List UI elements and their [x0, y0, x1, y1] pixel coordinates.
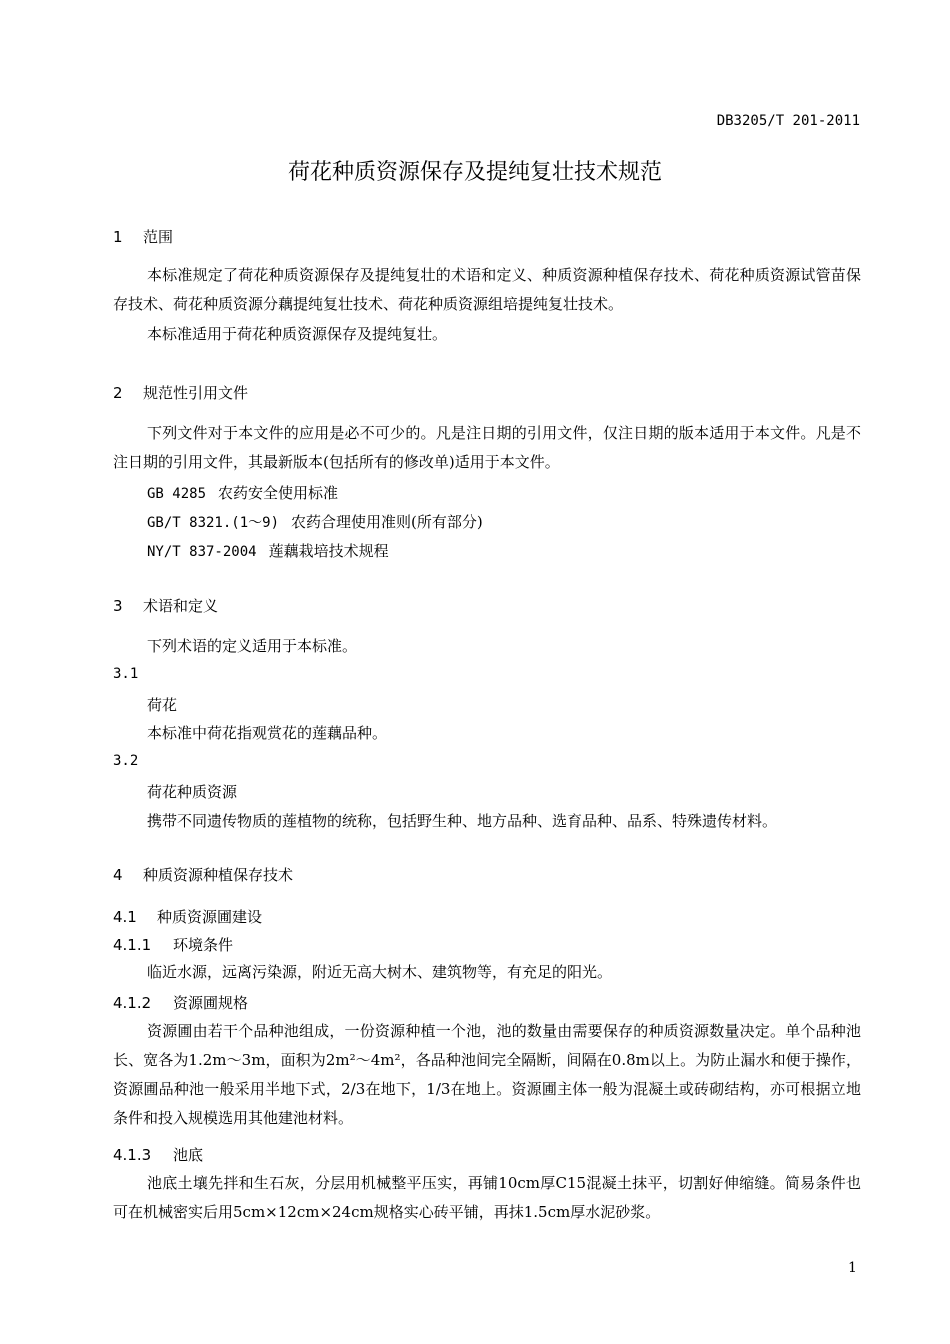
subsection-title: 种质资源圃建设 [157, 908, 263, 926]
term-number: 3.1 [113, 666, 139, 682]
term-definition: 本标准中荷花指观赏花的莲藕品种。 [147, 724, 388, 742]
reference-code: NY/T 837-2004 [147, 544, 257, 560]
subsection-title: 池底 [173, 1146, 204, 1164]
document-code: DB3205/T 201-2011 [716, 113, 860, 129]
subsection-number: 4.1.1 [113, 936, 152, 954]
section-number: 4 [113, 866, 123, 884]
subsection-4-1-2-paragraph: 资源圃由若干个品种池组成，一份资源种植一个池，池的数量由需要保存的种质资源数量决定。单个品种池长、宽各为1.2m～3m，面积为2m²～4m²，各品种池间完全隔断，间隔在0.8m以上。为防止漏水和便于操作，资源圃品种池一般采用半地下式，2/3在地下，1/3在地上。资源圃主体一般为混凝土或砖砌结构，亦可根据立地条件和投入规模选用其他建池材料。 [113, 1022, 861, 1127]
reference-item [147, 540, 389, 561]
section-title: 种质资源种植保存技术 [143, 866, 294, 884]
reference-code: GB 4285 [147, 486, 207, 502]
subsection-4-1-1-paragraph: 临近水源，远离污染源，附近无高大树木、建筑物等，有充足的阳光。 [147, 963, 613, 981]
section-3-paragraph-1: 下列术语的定义适用于本标准。 [147, 637, 358, 655]
term-name: 荷花种质资源 [147, 783, 238, 801]
subsection-4-1-3-paragraph: 池底土壤先拌和生石灰，分层用机械整平压实，再铺10cm厚C15混凝土抹平，切割好伸缩缝。简易条件也可在机械密实后用5cm×12cm×24cm规格实心砖平铺，再抹1.5cm厚水泥砂浆。 [113, 1174, 861, 1221]
reference-code: GB/T 8321.(1～9) [147, 515, 280, 531]
reference-name: 农药合理使用准则(所有部分) [291, 513, 483, 531]
reference-name: 农药安全使用标准 [218, 484, 339, 502]
subsection-title: 环境条件 [173, 936, 234, 954]
section-number: 3 [113, 597, 123, 615]
section-2-heading [113, 382, 248, 403]
document-title: 荷花种质资源保存及提纯复壮技术规范 [287, 160, 662, 185]
reference-item [147, 511, 483, 532]
page-number: 1 [848, 1260, 857, 1276]
subsection-4-1-1-heading [113, 934, 233, 955]
section-4-heading [113, 864, 293, 885]
subsection-title: 资源圃规格 [173, 994, 249, 1012]
term-number: 3.2 [113, 753, 139, 769]
term-definition: 携带不同遗传物质的莲植物的统称，包括野生种、地方品种、选育品种、品系、特殊遗传材料。 [147, 812, 778, 830]
section-title: 规范性引用文件 [143, 384, 249, 402]
section-1-heading [113, 226, 173, 247]
section-title: 术语和定义 [143, 597, 219, 615]
section-title: 范围 [143, 228, 174, 246]
reference-name: 莲藕栽培技术规程 [268, 542, 389, 560]
section-number: 2 [113, 384, 123, 402]
section-number: 1 [113, 228, 123, 246]
subsection-4-1-3-heading [113, 1144, 203, 1165]
section-2-paragraph-1: 下列文件对于本文件的应用是必不可少的。凡是注日期的引用文件，仅注日期的版本适用于本文件。凡是不注日期的引用文件，其最新版本(包括所有的修改单)适用于本文件。 [113, 424, 861, 471]
subsection-number: 4.1 [113, 908, 137, 926]
reference-item [147, 482, 338, 503]
term-name: 荷花 [147, 696, 178, 714]
subsection-number: 4.1.2 [113, 994, 152, 1012]
section-1-paragraph-1: 本标准规定了荷花种质资源保存及提纯复壮的术语和定义、种质资源种植保存技术、荷花种质资源试管苗保存技术、荷花种质资源分藕提纯复壮技术、荷花种质资源组培提纯复壮技术。 [113, 266, 861, 313]
subsection-number: 4.1.3 [113, 1146, 152, 1164]
section-3-heading [113, 595, 218, 616]
subsection-4-1-heading [113, 906, 262, 927]
subsection-4-1-2-heading [113, 992, 248, 1013]
section-1-paragraph-2: 本标准适用于荷花种质资源保存及提纯复壮。 [147, 325, 448, 343]
